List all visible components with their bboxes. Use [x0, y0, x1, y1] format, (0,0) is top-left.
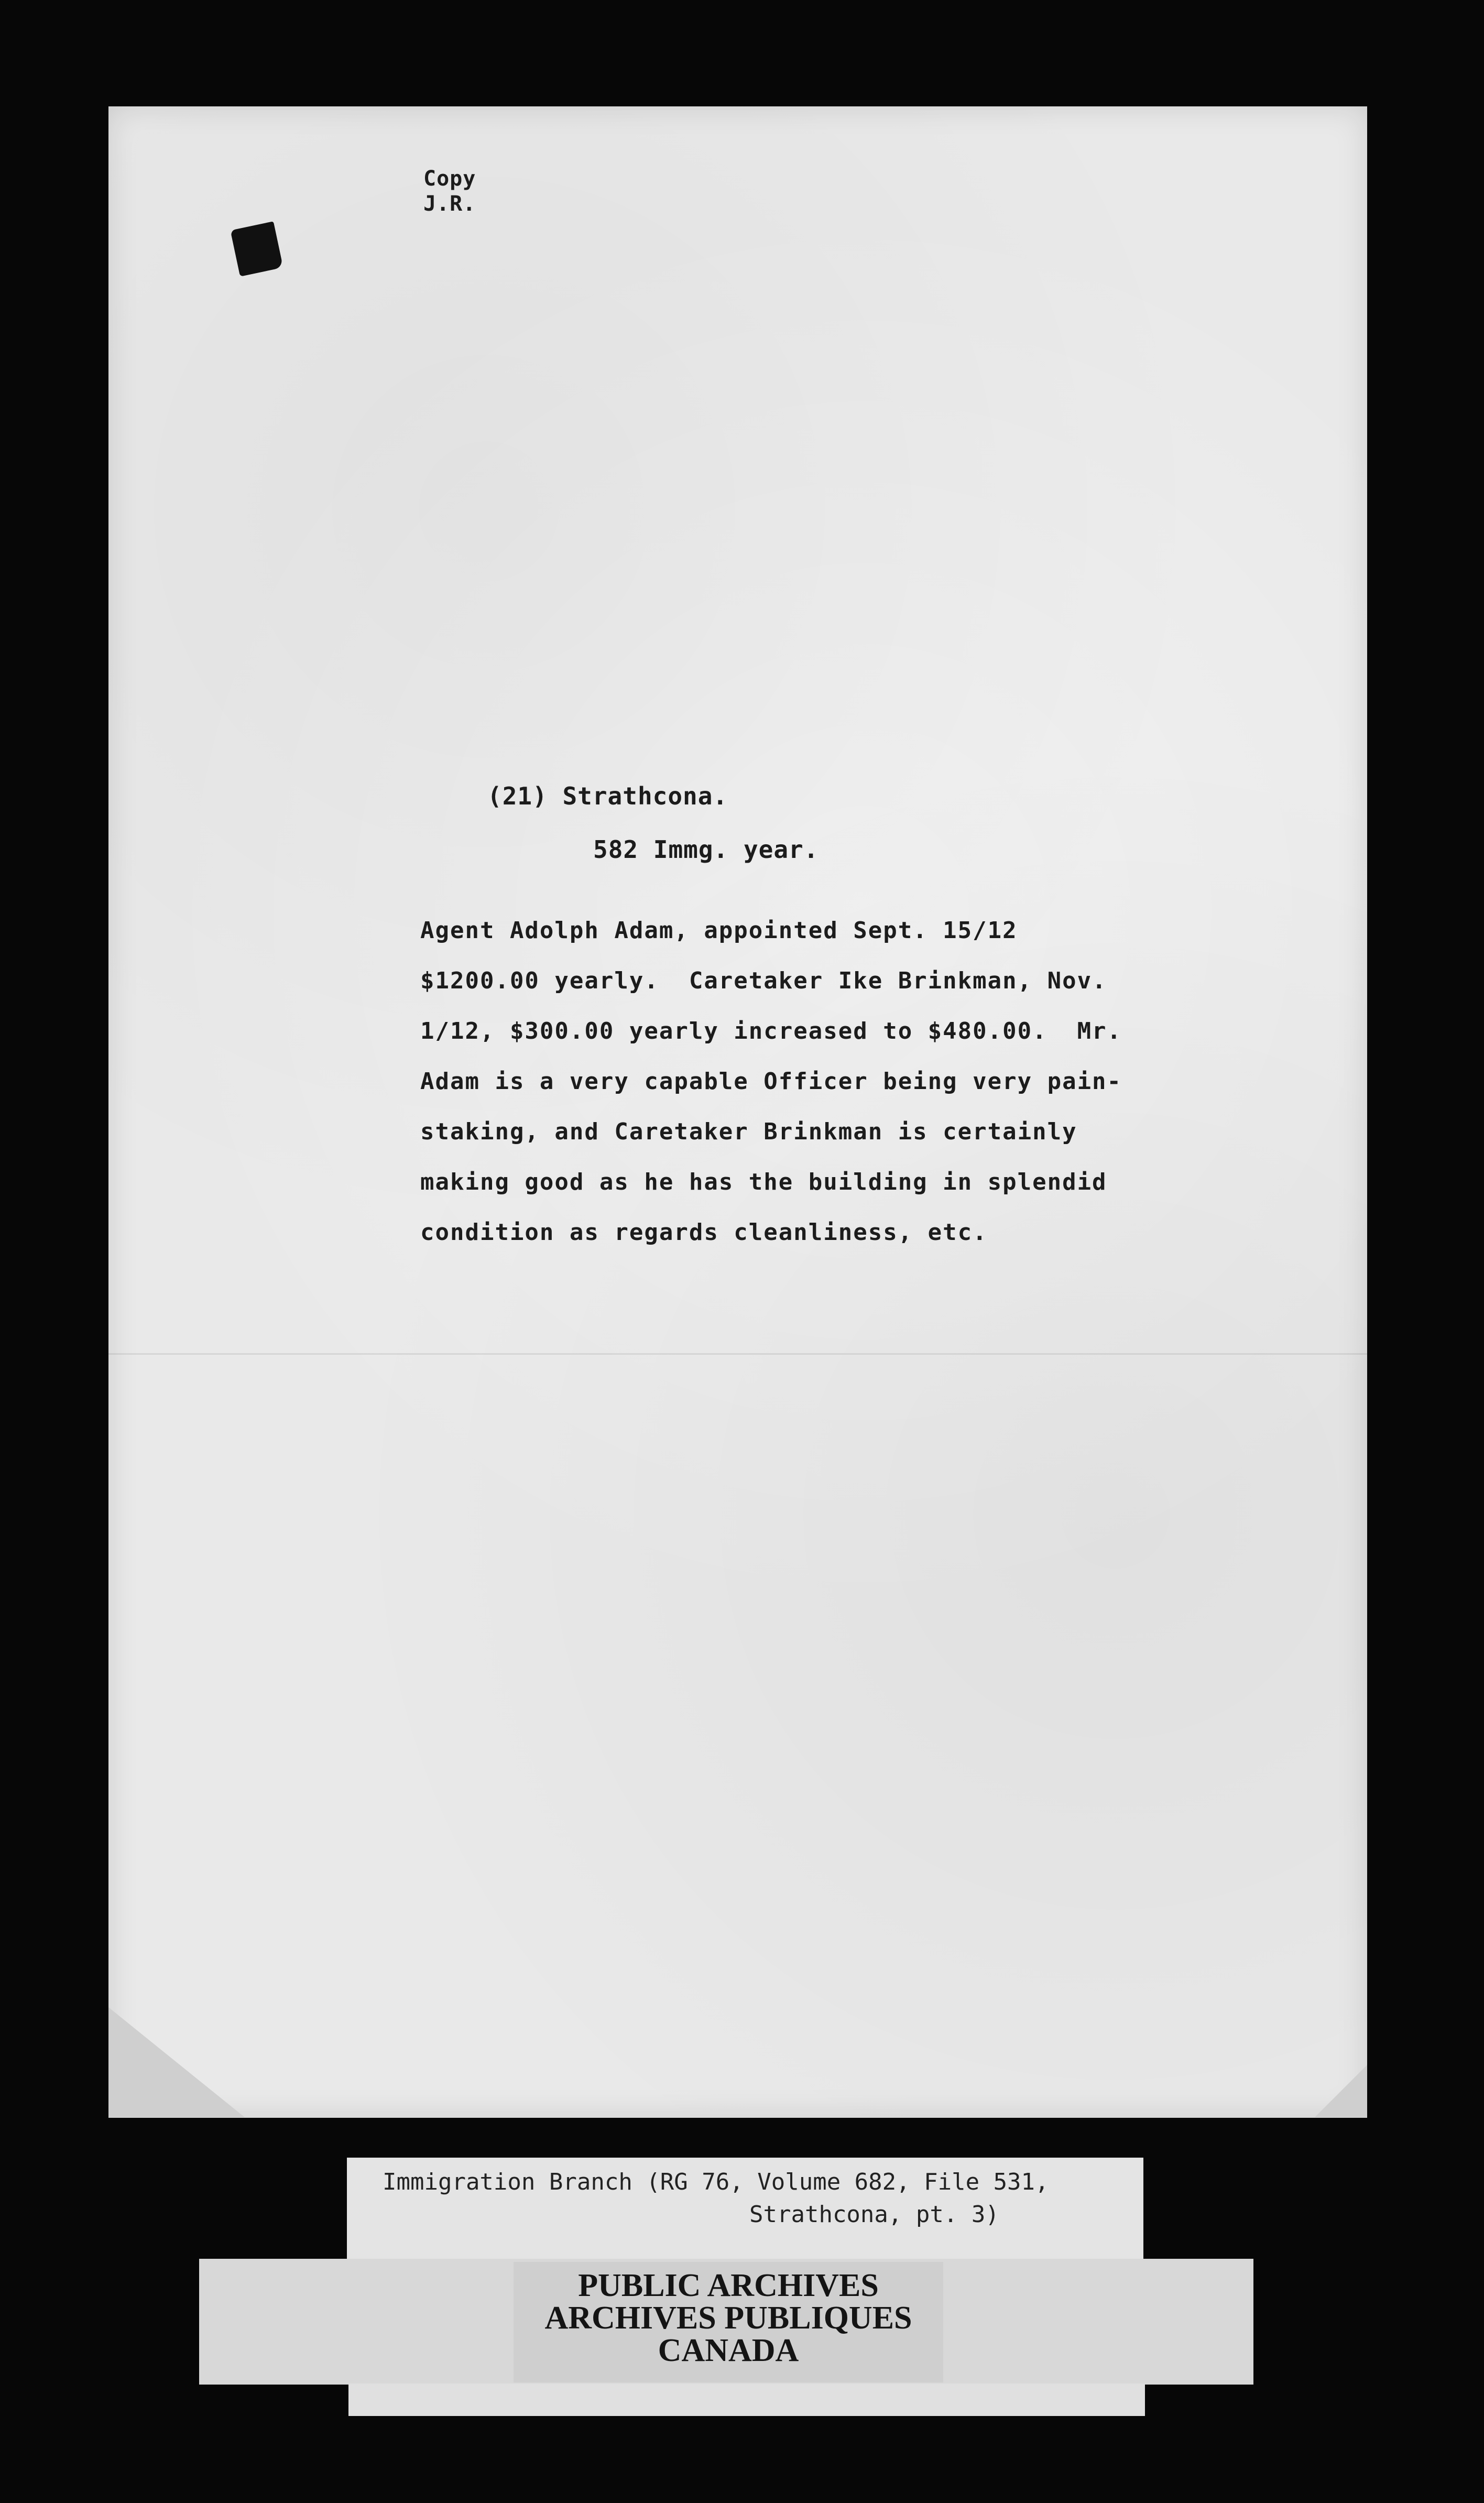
body-line: making good as he has the building in splendid	[420, 1169, 1107, 1195]
archive-stamp-line2: ARCHIVES PUBLIQUES	[544, 2300, 912, 2336]
punched-hole	[231, 221, 283, 276]
document-subheading: 582 Immg. year.	[593, 835, 819, 864]
body-line: staking, and Caretaker Brinkman is certainly	[420, 1118, 1077, 1145]
document-page	[108, 106, 1367, 2118]
archive-stamp-line1: PUBLIC ARCHIVES	[578, 2268, 879, 2303]
body-line: condition as regards cleanliness, etc.	[420, 1219, 988, 1246]
archive-bottom-strip	[348, 2384, 1145, 2416]
paper-fold-line	[108, 1353, 1367, 1355]
initials: J.R.	[423, 192, 476, 216]
body-line: Agent Adolph Adam, appointed Sept. 15/12	[420, 917, 1018, 944]
body-line: $1200.00 yearly. Caretaker Ike Brinkman, Nov.	[420, 967, 1107, 994]
archive-reference-line1: Immigration Branch (RG 76, Volume 682, File 531,	[383, 2169, 1049, 2195]
body-line: Adam is a very capable Officer being very pain-	[420, 1068, 1122, 1095]
copy-label: Copy	[423, 167, 476, 191]
folded-corner-bottom-right	[1315, 2065, 1367, 2117]
archive-stamp-line3: CANADA	[658, 2333, 799, 2368]
archive-reference-line2: Strathcona, pt. 3)	[749, 2201, 999, 2228]
folded-corner-bottom-left	[108, 2007, 245, 2117]
document-heading: (21) Strathcona.	[487, 782, 728, 810]
body-line: 1/12, $300.00 yearly increased to $480.00. Mr.	[420, 1018, 1122, 1044]
